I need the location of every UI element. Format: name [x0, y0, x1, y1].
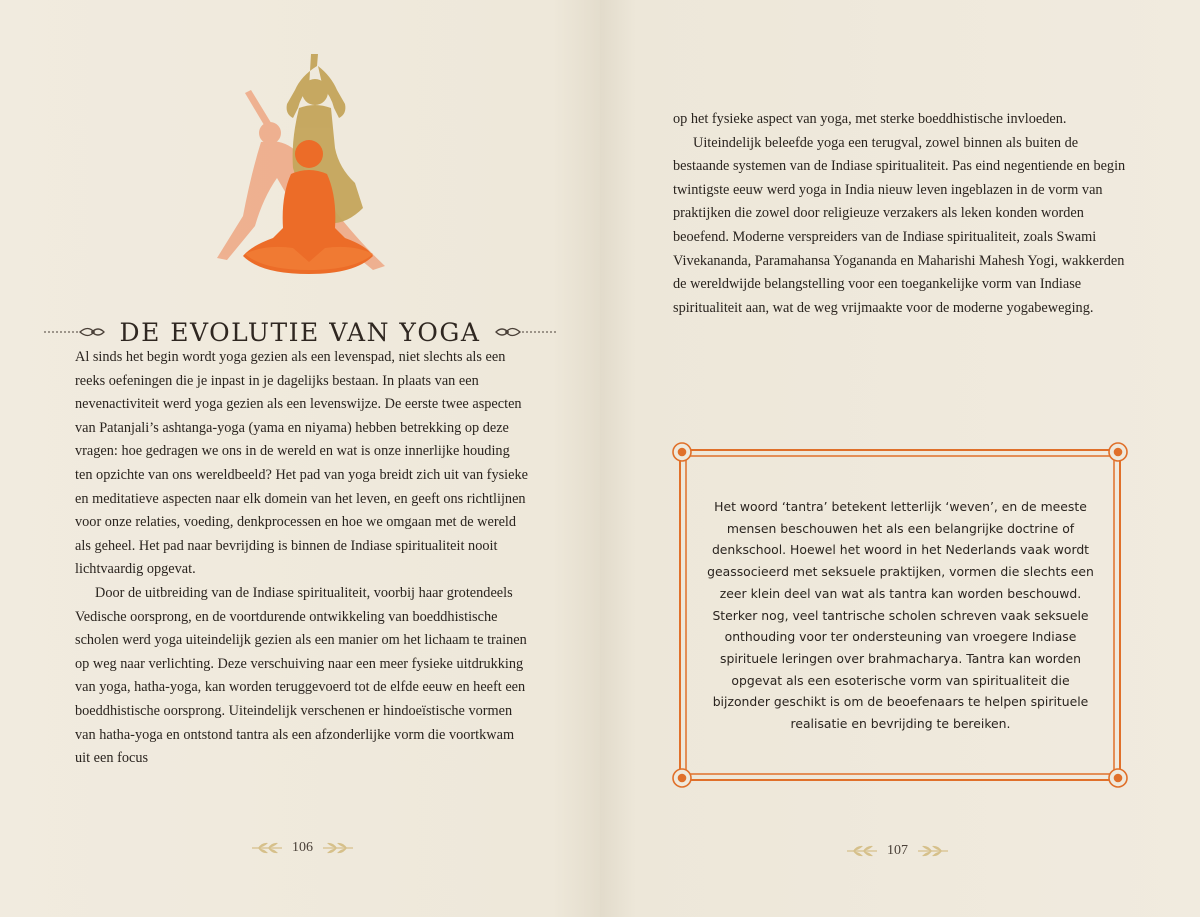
laurel-sprig-icon	[250, 841, 284, 855]
laurel-sprig-icon	[916, 844, 950, 858]
right-page	[600, 0, 1200, 917]
paragraph: Uiteindelijk beleefde yoga een terugval, zowel binnen als buiten de bestaande systemen van de Indiase spiritualiteit. Pas eind negentiende en begin twintigste eeuw werd yoga in India nieuw leven ingeblazen in de vorm van praktijken die zowel door religieuze verzakers als leken konden worden beoefend. Moderne verspreiders van de Indiase spiritualiteit, zoals Swami Vivekananda, Paramahansa Yogananda en Maharishi Mahesh Yogi, wakkerden de wereldwijde belangstelling voor een toegankelijke vorm van Indiase spiritualiteit aan, wat de weg vrijmaakte voor de moderne yogabeweging.	[673, 134, 1126, 316]
page-number	[845, 839, 950, 863]
paragraph: op het fysieke aspect van yoga, met sterke boeddhistische invloeden.	[673, 111, 1067, 127]
scroll-ornament-icon	[44, 323, 106, 341]
paragraph: Al sinds het begin wordt yoga gezien als een levenspad, niet slechts als een reeks oefeningen die je inpast in je dagelijks bestaan. In plaats van een nevenactiviteit werd yoga gezien als een levenswijze. De eerste twee aspecten van Patanjali’s ashtanga-yoga (yama en niyama) hebben betrekking op deze vragen: hoe gedragen we ons in de wereld en wat is onze innerlijke houding ten opzichte van ons wereldbeeld? Het pad van yoga breidt zich uit van fysieke en meditatieve aspecten naar elk domein van het leven, en geeft ons richtlijnen voor onze relaties, voeding, denkprocessen en hoe we omgaan met de wereld als geheel. Het pad naar bevrijding is binnen de Indiase spiritualiteit nooit lichtvaardig opgevat.	[75, 349, 528, 578]
right-body-text	[673, 108, 1128, 320]
scroll-ornament-icon	[494, 323, 556, 341]
page-number-text: 107	[887, 843, 908, 858]
yoga-figures-illustration	[205, 48, 395, 283]
paragraph: Door de uitbreiding van de Indiase spiritualiteit, voorbij haar grotendeels Vedische oorsprong, en de voortdurende ontwikkeling van boeddhistische scholen werd yoga uiteindelijk gezien als een manier om het lichaam te trainen op weg naar verlichting. Deze verschuiving naar een meer fysieke uitdrukking van yoga, hatha-yoga, kan worden teruggevoerd tot de elfde eeuw en heeft een boeddhistische oorsprong. Uiteindelijk verschenen er hindoeïstische vormen van hatha-yoga en ontstond tantra als een afzonderlijke vorm die voortkwam uit een focus	[75, 584, 527, 767]
flower-corner-icon	[673, 443, 691, 461]
flower-corner-icon	[1109, 769, 1127, 787]
laurel-sprig-icon	[845, 844, 879, 858]
chapter-title-text: DE EVOLUTIE VAN YOGA	[119, 317, 481, 347]
sidebar-text: Het woord ‘tantra’ betekent letterlijk ‘weven’, en de meeste mensen beschouwen het als een belangrijke doctrine of denkschool. Hoewel het woord in het Nederlands vaak wordt geassocieerd met seksuele praktijken, vormen die slechts een zeer klein deel van wat als tantra kan worden beschouwd. Sterker nog, veel tantrische scholen schreven vaak seksuele onthouding voor ter ondersteuning van vroegere Indiase spirituele leringen over brahmacharya. Tantra kan worden opgevat als een esoterische vorm van spiritualiteit die bijzonder geschikt is om de beoefenaars te helpen spirituele realisatie en bevrijding te bereiken.	[707, 499, 1094, 732]
flower-corner-icon	[1109, 443, 1127, 461]
flower-corner-icon	[673, 769, 691, 787]
page-number	[250, 836, 355, 860]
left-body-text	[75, 346, 530, 771]
laurel-sprig-icon	[321, 841, 355, 855]
page-number-text: 106	[292, 840, 313, 855]
